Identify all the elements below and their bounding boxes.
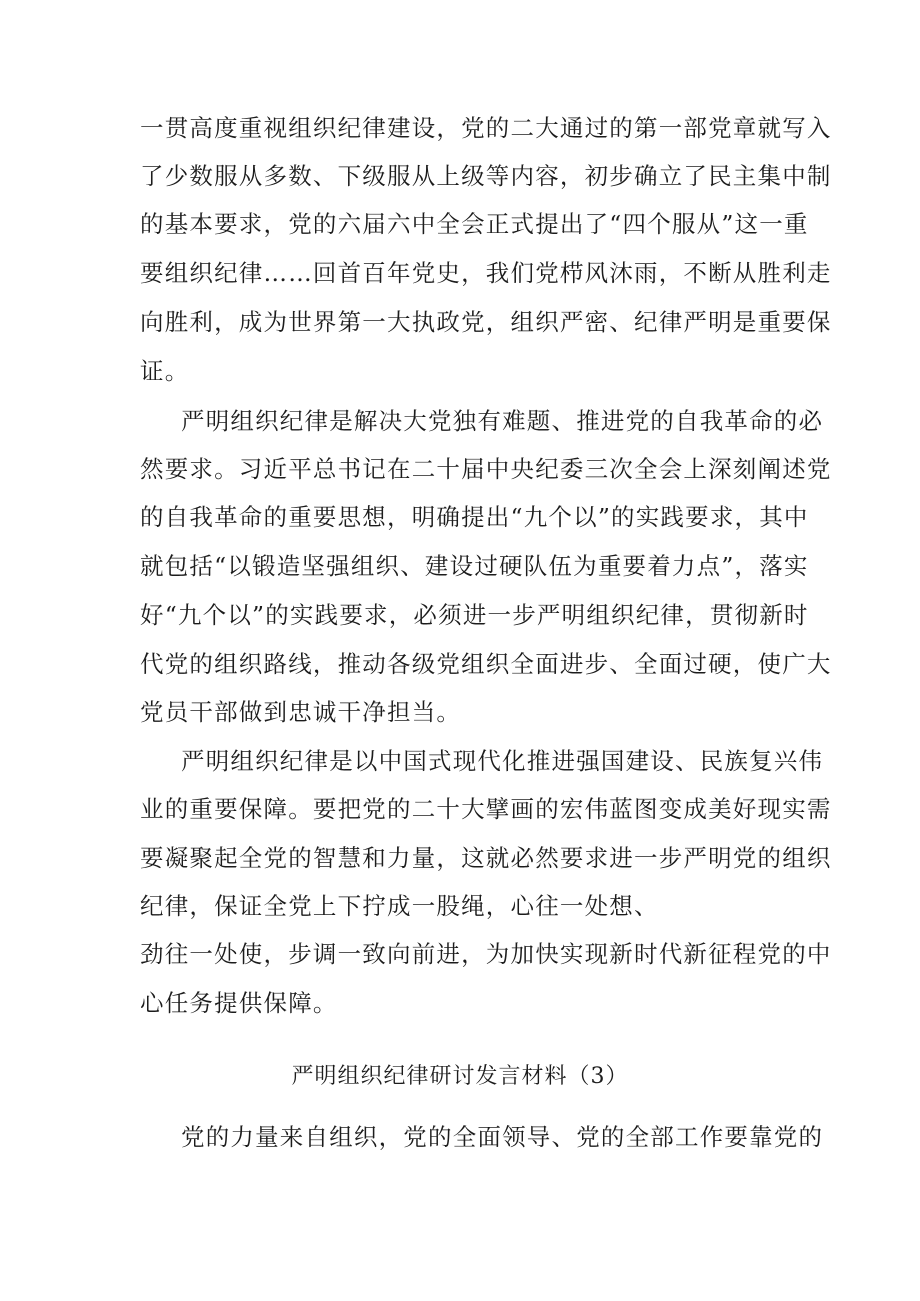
paragraph-2-line-7: 党员干部做到忠诚干净担当。 xyxy=(140,698,462,726)
paragraph-4-line-1: 党的力量来自组织，党的全面领导、党的全部工作要靠党的 xyxy=(181,1123,824,1151)
section-title: 严明组织纪律研讨发言材料（3） xyxy=(291,1064,629,1089)
paragraph-2-line-3: 的自我革命的重要思想，明确提出“九个以”的实践要求，其中 xyxy=(140,503,809,531)
paragraph-3-line-6: 心任务提供保障。 xyxy=(140,989,338,1017)
paragraph-3-line-2: 业的重要保障。要把党的二十大擘画的宏伟蓝图变成美好现实需 xyxy=(140,795,832,823)
paragraph-1-line-1: 一贯高度重视组织纪律建设，党的二大通过的第一部党章就写入 xyxy=(140,114,832,142)
paragraph-1-line-3: 的基本要求，党的六届六中全会正式提出了“四个服从”这一重 xyxy=(140,210,809,238)
paragraph-1-line-4: 要组织纪律……回首百年党史，我们党栉风沐雨，不断从胜利走 xyxy=(140,259,832,287)
paragraph-3-line-5: 劲往一处使，步调一致向前进，为加快实现新时代新征程党的中 xyxy=(140,940,832,968)
paragraph-1-line-6: 证。 xyxy=(140,357,190,385)
paragraph-3-line-4: 纪律，保证全党上下拧成一股绳，心往一处想、 xyxy=(140,892,659,920)
paragraph-2-line-2: 然要求。习近平总书记在二十届中央纪委三次全会上深刻阐述党 xyxy=(140,455,832,483)
paragraph-2-line-1: 严明组织纪律是解决大党独有难题、推进党的自我革命的必 xyxy=(181,407,824,435)
paragraph-3-line-1: 严明组织纪律是以中国式现代化推进强国建设、民族复兴伟 xyxy=(181,747,824,775)
paragraph-2-line-4: 就包括“以锻造坚强组织、建设过硬队伍为重要着力点”，落实 xyxy=(140,552,809,580)
paragraph-1-line-2: 了少数服从多数、下级服从上级等内容，初步确立了民主集中制 xyxy=(140,162,832,190)
paragraph-3-line-3: 要凝聚起全党的智慧和力量，这就必然要求进一步严明党的组织 xyxy=(140,844,832,872)
paragraph-2-line-5: 好“九个以”的实践要求，必须进一步严明组织纪律，贯彻新时 xyxy=(140,601,809,629)
paragraph-2-line-6: 代党的组织路线，推动各级党组织全面进步、全面过硬，使广大 xyxy=(140,650,832,678)
paragraph-1-line-5: 向胜利，成为世界第一大执政党，组织严密、纪律严明是重要保 xyxy=(140,308,832,336)
